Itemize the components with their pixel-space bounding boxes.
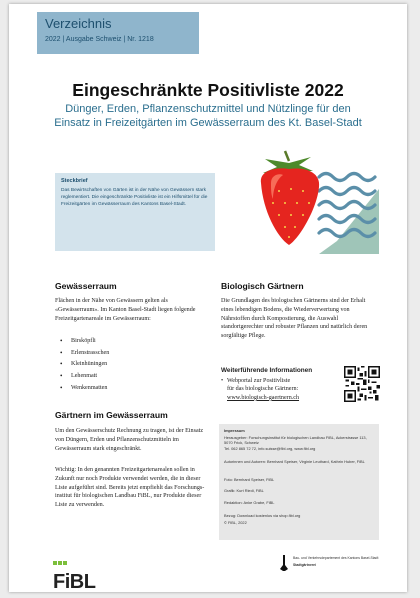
portal-link[interactable]: www.biologisch-gaertnern.ch [227,394,300,401]
impressum-contact: Tel. 062 865 72 72, info.suisse@fibl.org, www.fibl.org [224,446,316,451]
canton-logo [279,553,389,573]
subtitle-line-2: Einsatz in Freizeitgärten im Gewässerraum des Kt. Basel-Stadt [54,117,362,129]
logo-dot-icon [58,561,62,565]
category-tag [37,12,199,54]
impressum-photo: Foto: Bernhard Speiser, FiBL [224,477,275,482]
qr-code-icon[interactable] [344,366,380,402]
logo-wordmark: FiBL [53,571,96,592]
weitere-line-1: • Webportal zur Positivliste [227,378,291,384]
canton-sub: Stadtgärtnerei [293,562,316,567]
bio-heading: Biologisch Gärtnern [221,281,304,291]
list-item: • Erlenstrasschen [59,350,109,362]
subtitle-line-1: Dünger, Erden, Pflanzenschutzmittel und Nützlinge für den [65,103,351,115]
tag-meta: 2022 | Ausgabe Schweiz | Nr. 1218 [45,36,154,43]
impressum-publisher: Herausgeber: Forschungsinstitut für biologischen Landbau FiBL, Ackerstrasse 113, 5070 Frick, Schweiz [224,435,367,446]
gaertnern-text-2: Wichtig: In den genannten Freizeitgartenarealen sollen in Zukunft nur noch Produkte verwendet werden, die in dieser Liste aufgeführt sind. Bereits jetzt empfiehlt das Forschungsinstitut für biologischen Landbau FiBL, nur Produkte dieser Liste zu verwenden. [55,467,205,509]
steckbrief-box [55,173,215,251]
weitere-info [227,377,299,402]
list-item: • Wenkenmatten [59,385,109,397]
page-title: Eingeschränkte Positivliste 2022 [72,80,344,100]
impressum-heading: Impressum [224,428,245,433]
tag-title: Verzeichnis [45,16,112,31]
list-item: • Birsköpfli [59,338,109,350]
logo-dot-icon [53,561,57,565]
gewaesserraum-text: Flächen in der Nähe von Gewässern gelten als «Gewässerraum». Im Kanton Basel-Stadt liegen folgende Freizeitgartenareale im Gewässerraum: [55,298,196,322]
impressum-box [219,424,379,540]
impressum-authors: Autorinnen und Autoren: Bernhard Speiser, Virginie Leuthard, Kathrin Huber, FiBL [224,459,365,464]
gewaesserraum-heading: Gewässerraum [55,281,117,291]
list-item: • Kleinhüningen [59,361,109,373]
areal-list [59,338,109,396]
logo-dot-icon [63,561,67,565]
canton-name: Bau- und Verkehrsdepartement des Kantons Basel-Stadt [293,556,379,560]
gaertnern-text-1: Um den Gewässerschutz Rechnung zu tragen, ist der Einsatz von Düngern, Erden und Pflanzenschutzmitteln im Gewässerraum stark eingeschränkt. [55,428,204,452]
impressum-editor: Redaktion: Anke Grabe, FiBL [224,500,275,505]
impressum-graphic: Grafik: Kurt Riedi, FiBL [224,488,264,493]
impressum-copyright: © FiBL, 2022 [224,520,247,525]
bio-text: Die Grundlagen des biologischen Gärtnerns sind der Erhalt eines lebendigen Bodens, die Wiederverwertung von Nährstoffen durch Kompostierung, die Auswahl standortgerechter und robuster Pflanzen und natürlich deren sorgfältige Pflege. [221,298,368,340]
gaertnern-heading: Gärtnern im Gewässerraum [55,410,168,420]
steckbrief-heading: Steckbrief [61,178,88,184]
steckbrief-text: Das Bewirtschaften von Gärten ist in der Nähe von Gewässern stark reglementiert. Die eingeschränkte Positivliste ist ein Hilfsmittel für die Freizeitgärten im Gewässerraum des Kantons Basel-Stadt. [61,188,208,208]
weitere-heading: Weiterführende Informationen [221,367,313,374]
list-item: • Lehenmatt [59,373,109,385]
basel-staff-icon [279,555,289,571]
document-page [9,4,407,592]
canton-text [293,556,388,567]
fibl-logo [53,548,95,592]
strawberry-waves-illustration [219,149,379,254]
page-subtitle [33,102,383,130]
weitere-line-2: für das biologische Gärtnern: [227,386,299,393]
impressum-download: Bezug: Download kostenlos via shop.fibl.org [224,513,301,518]
